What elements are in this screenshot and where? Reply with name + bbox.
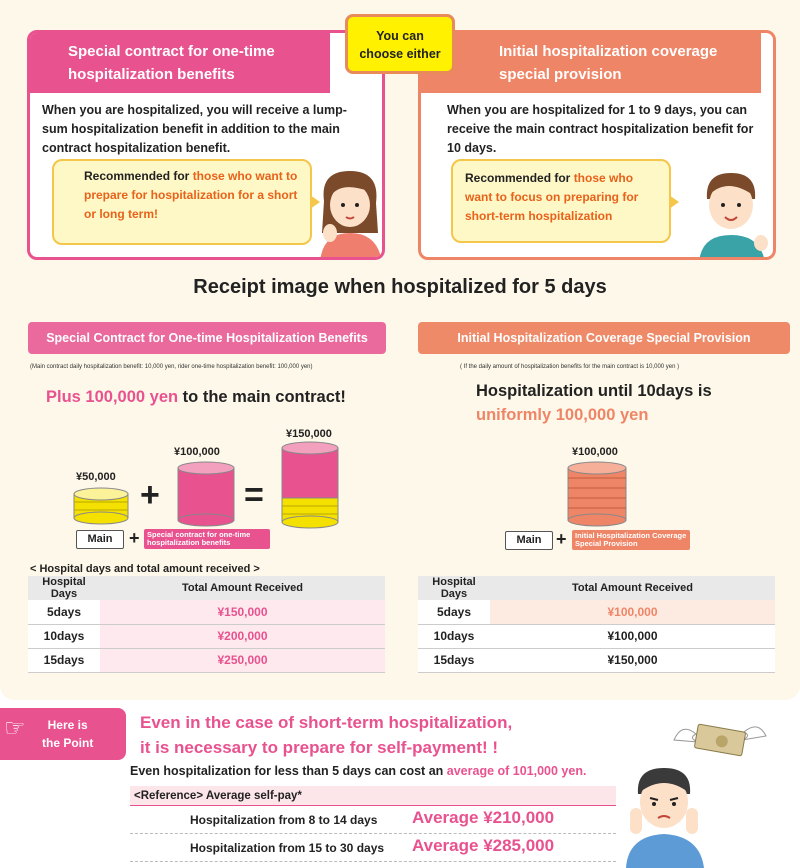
coin-stack-icon bbox=[280, 440, 340, 530]
small-plus: + bbox=[556, 529, 567, 549]
coin-stack-icon bbox=[72, 486, 130, 526]
row-days: 5days bbox=[28, 600, 100, 624]
point-tab-label: Here is the Point bbox=[42, 718, 94, 750]
headline-initial-2: uniformly 100,000 yen bbox=[476, 406, 649, 424]
plan-desc-initial: When you are hospitalized for 1 to 9 days, you can receive the main contract hospitalization benefit for 10 days. bbox=[447, 103, 754, 155]
section-bar-one-time: Special Contract for One-time Hospitalization Benefits bbox=[28, 322, 386, 354]
row-days: 15days bbox=[28, 648, 100, 672]
table-row bbox=[28, 648, 385, 672]
choose-badge-text: You can choose either bbox=[359, 29, 441, 61]
row-amount: ¥150,000 bbox=[490, 648, 775, 672]
headline-one-time bbox=[46, 388, 346, 407]
tag-rider: Special contract for one-time hospitalization benefits bbox=[144, 529, 270, 549]
plus-sign: + bbox=[140, 476, 160, 514]
plan-desc-one-time: When you are hospitalized, you will receive a lump-sum hospitalization benefit in addition to the main contract hospitalization benefit. bbox=[42, 103, 347, 155]
plan-card-one-time bbox=[27, 30, 385, 260]
row-days: 10days bbox=[418, 624, 490, 648]
row-days: 10days bbox=[28, 624, 100, 648]
table-row bbox=[418, 624, 775, 648]
headline-rest: to the main contract! bbox=[178, 388, 346, 406]
table-caption: < Hospital days and total amount received > bbox=[30, 563, 260, 575]
note-one-time: (Main contract daily hospitalization benefit: 10,000 yen, rider one-time hospitalization benefit: 100,000 yen) bbox=[30, 364, 313, 370]
tag-main: Main bbox=[505, 531, 553, 550]
plan-title-one-time: Special contract for one-time hospitalization benefits bbox=[30, 33, 330, 93]
recommend-bubble-one-time bbox=[52, 159, 312, 245]
point-heading-1: Even in the case of short-term hospitalization, bbox=[140, 713, 513, 732]
col-total-amount: Total Amount Received bbox=[490, 576, 775, 600]
table-row bbox=[418, 648, 775, 672]
coin-label-initial: ¥100,000 bbox=[572, 446, 618, 458]
row-amount: ¥150,000 bbox=[100, 600, 385, 624]
row-amount: ¥100,000 bbox=[490, 624, 775, 648]
coin-stack-icon bbox=[176, 460, 236, 528]
plan-card-initial bbox=[418, 30, 776, 260]
receipt-title: Receipt image when hospitalized for 5 days bbox=[193, 276, 607, 298]
recommend-bubble-initial bbox=[451, 159, 671, 243]
row-amount: ¥250,000 bbox=[100, 648, 385, 672]
reference-bar: <Reference> Average self-pay* bbox=[130, 786, 616, 806]
small-plus: + bbox=[129, 528, 140, 548]
average-row bbox=[130, 834, 616, 862]
recommend-highlight: those who want to prepare for hospitalization for a short or long term! bbox=[84, 169, 298, 221]
point-heading-2: it is necessary to prepare for self-payment! ! bbox=[140, 738, 499, 757]
worried-man-icon bbox=[620, 760, 710, 868]
point-tab bbox=[0, 708, 126, 760]
note-initial: ( If the daily amount of hospitalization benefits for the main contract is 10,000 yen ) bbox=[460, 364, 680, 370]
average-value: Average ¥210,000 bbox=[412, 808, 555, 827]
point-sub-highlight: average of 101,000 yen. bbox=[446, 764, 587, 778]
boy-character-icon bbox=[691, 163, 771, 260]
average-row bbox=[130, 806, 616, 834]
point-sub-prefix: Even hospitalization for less than 5 days can cost an bbox=[130, 764, 447, 778]
woman-character-icon bbox=[310, 163, 385, 260]
table-row bbox=[28, 600, 385, 624]
table-row bbox=[28, 624, 385, 648]
pointing-hand-icon: ☞ bbox=[4, 715, 26, 742]
coin-label-main: ¥50,000 bbox=[76, 471, 116, 483]
coin-stack-icon bbox=[566, 460, 628, 528]
received-table-initial bbox=[418, 576, 775, 673]
tag-main: Main bbox=[76, 530, 124, 549]
recommend-highlight: those who want to focus on preparing for short-term hospitalization bbox=[465, 171, 639, 223]
point-subtext bbox=[130, 764, 586, 778]
col-hospital-days: Hospital Days bbox=[418, 576, 490, 600]
received-table-one-time bbox=[28, 576, 385, 673]
section-bar-initial: Initial Hospitalization Coverage Special Provision bbox=[418, 322, 790, 354]
tag-rider: Initial Hospitalization Coverage Special Provision bbox=[572, 530, 690, 550]
col-hospital-days: Hospital Days bbox=[28, 576, 100, 600]
point-heading bbox=[140, 710, 512, 760]
col-total-amount: Total Amount Received bbox=[100, 576, 385, 600]
row-amount: ¥100,000 bbox=[490, 600, 775, 624]
headline-highlight: Plus 100,000 yen bbox=[46, 388, 179, 406]
headline-initial-1: Hospitalization until 10days is bbox=[476, 382, 712, 400]
flying-money-icon bbox=[670, 716, 770, 766]
equals-sign: = bbox=[244, 476, 264, 514]
recommend-prefix: Recommended for bbox=[465, 171, 574, 185]
row-amount: ¥200,000 bbox=[100, 624, 385, 648]
average-days: Hospitalization from 15 to 30 days bbox=[190, 841, 385, 855]
average-days: Hospitalization from 8 to 14 days bbox=[190, 813, 378, 827]
table-row bbox=[418, 600, 775, 624]
row-days: 15days bbox=[418, 648, 490, 672]
choose-either-badge bbox=[345, 14, 455, 74]
coin-label-rider: ¥100,000 bbox=[174, 446, 220, 458]
coin-label-total: ¥150,000 bbox=[286, 428, 332, 440]
recommend-prefix: Recommended for bbox=[84, 169, 193, 183]
average-value: Average ¥285,000 bbox=[412, 836, 555, 855]
row-days: 5days bbox=[418, 600, 490, 624]
plan-title-initial: Initial hospitalization coverage special provision bbox=[421, 33, 761, 93]
